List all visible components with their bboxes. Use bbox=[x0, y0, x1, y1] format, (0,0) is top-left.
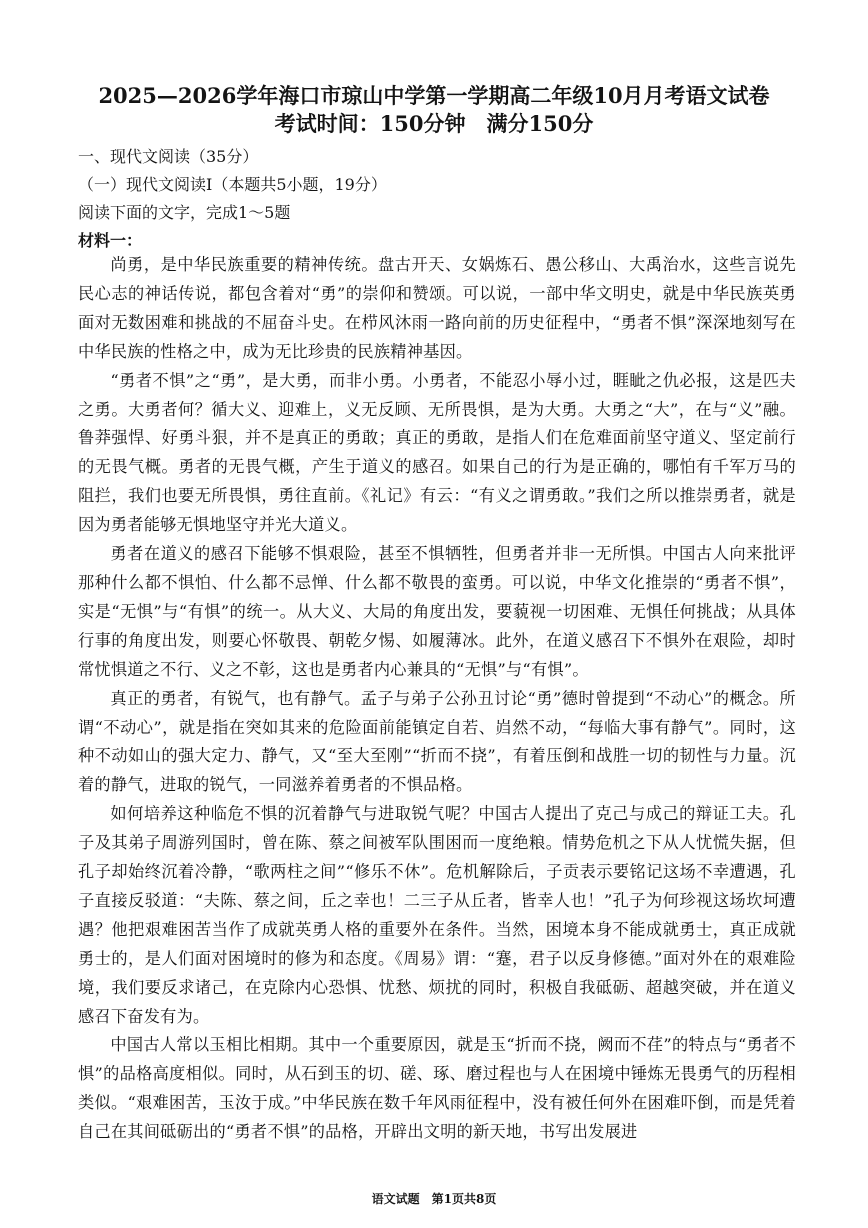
exam-title: 2025—2026学年海口市琼山中学第一学期高二年级10月月考语文试卷 bbox=[98, 83, 770, 108]
paragraph: 勇者在道义的感召下能够不惧艰险，甚至不惧牺牲，但勇者并非一无所惧。中国古人向来批评那种什么都不惧怕、什么都不忌惮、什么都不敬畏的蛮勇。可以说，中华文化推崇的“勇者不惧”，实是“无惧”与“有惧”的统一。从大义、大局的角度出发，要藐视一切困难、无惧任何挑战；从具体行事的角度出发，则要心怀敬畏、朝乾夕惕、如履薄冰。此外，在道义感召下不惧外在艰险，却时常忧惧道之不行、义之不彰，这也是勇者内心兼具的“无惧”与“有惧”。 bbox=[78, 544, 796, 679]
paragraph: 如何培养这种临危不惧的沉着静气与进取锐气呢？中国古人提出了克己与成己的辩证工夫。孔子及其弟子周游列国时，曾在陈、蔡之间被军队围困而一度绝粮。情势危机之下从人忧慌失据，但孔子却始终沉着冷静，“歌两柱之间”“修乐不休”。危机解除后，子贡表示要铭记这场不幸遭遇，孔子直接反驳道：“夫陈、蔡之间，丘之幸也！二三子从丘者，皆幸人也！”孔子为何珍视这场坎坷遭遇？他把艰难困苦当作了成就英勇人格的重要外在条件。当然，困境本身不能成就勇士，真正成就勇士的，是人们面对困境时的修为和态度。《周易》谓：“蹇，君子以反身修德。”面对外在的艰难险境，我们要反求诸己，在克除内心恐惧、忧愁、烦扰的同时，积极自我砥砺、超越突破，并在道义感召下奋发有为。 bbox=[78, 804, 796, 1026]
material-label: 材料一： bbox=[78, 231, 143, 250]
paragraph: 真正的勇者，有锐气，也有静气。孟子与弟子公孙丑讨论“勇”德时曾提到“不动心”的概念。所谓“不动心”，就是指在突如其来的危险面前能镇定自若、岿然不动，“每临大事有静气”。同时，这种不动如山的强大定力、静气，又“至大至刚”“折而不挠”，有着压倒和战胜一切的韧性与力量。沉着的静气，进取的锐气，一同滋养着勇者的不惧品格。 bbox=[78, 688, 796, 795]
page-footer: 语文试题 第1页共8页 bbox=[371, 1192, 497, 1206]
exam-subtitle: 考试时间：150分钟 满分150分 bbox=[274, 111, 594, 136]
paragraph: “勇者不惧”之“勇”，是大勇，而非小勇。小勇者，不能忍小辱小过，睚眦之仇必报，这是匹夫之勇。大勇者何？循大义、迎难上，义无反顾、无所畏惧，是为大勇。大勇之“大”，在与“义”融。鲁莽强悍、好勇斗狠，并不是真正的勇敢；真正的勇敢，是指人们在危难面前坚守道义、坚定前行的无畏气概。勇者的无畏气概，产生于道义的感召。如果自己的行为是正确的，哪怕有千军万马的阻拦，我们也要无所畏惧，勇往直前。《礼记》有云：“有义之谓勇敢。”我们之所以推崇勇者，就是因为勇者能够无惧地坚守并光大道义。 bbox=[78, 370, 796, 535]
section-heading: 一、现代文阅读（35分） bbox=[78, 147, 259, 166]
passage-body bbox=[78, 251, 796, 1147]
subsection-heading: （一）现代文阅读Ⅰ（本题共5小题，19分） bbox=[78, 175, 387, 194]
reading-instruction: 阅读下面的文字，完成1～5题 bbox=[78, 203, 291, 222]
paragraph: 尚勇，是中华民族重要的精神传统。盘古开天、女娲炼石、愚公移山、大禹治水，这些言说先民心志的神话传说，都包含着对“勇”的崇仰和赞颂。可以说，一部中华文明史，就是中华民族英勇面对无数困难和挑战的不屈奋斗史。在栉风沐雨一路向前的历史征程中，“勇者不惧”深深地刻写在中华民族的性格之中，成为无比珍贵的民族精神基因。 bbox=[78, 255, 796, 361]
paragraph: 中国古人常以玉相比相期。其中一个重要原因，就是玉“折而不挠，阙而不荏”的特点与“勇者不惧”的品格高度相似。同时，从石到玉的切、磋、琢、磨过程也与人在困境中锤炼无畏勇气的历程相类似。“艰难困苦，玉汝于成。”中华民族在数千年风雨征程中，没有被任何外在困难吓倒，而是凭着自己在其间砥砺出的“勇者不惧”的品格，开辟出文明的新天地，书写出发展进 bbox=[78, 1035, 796, 1142]
